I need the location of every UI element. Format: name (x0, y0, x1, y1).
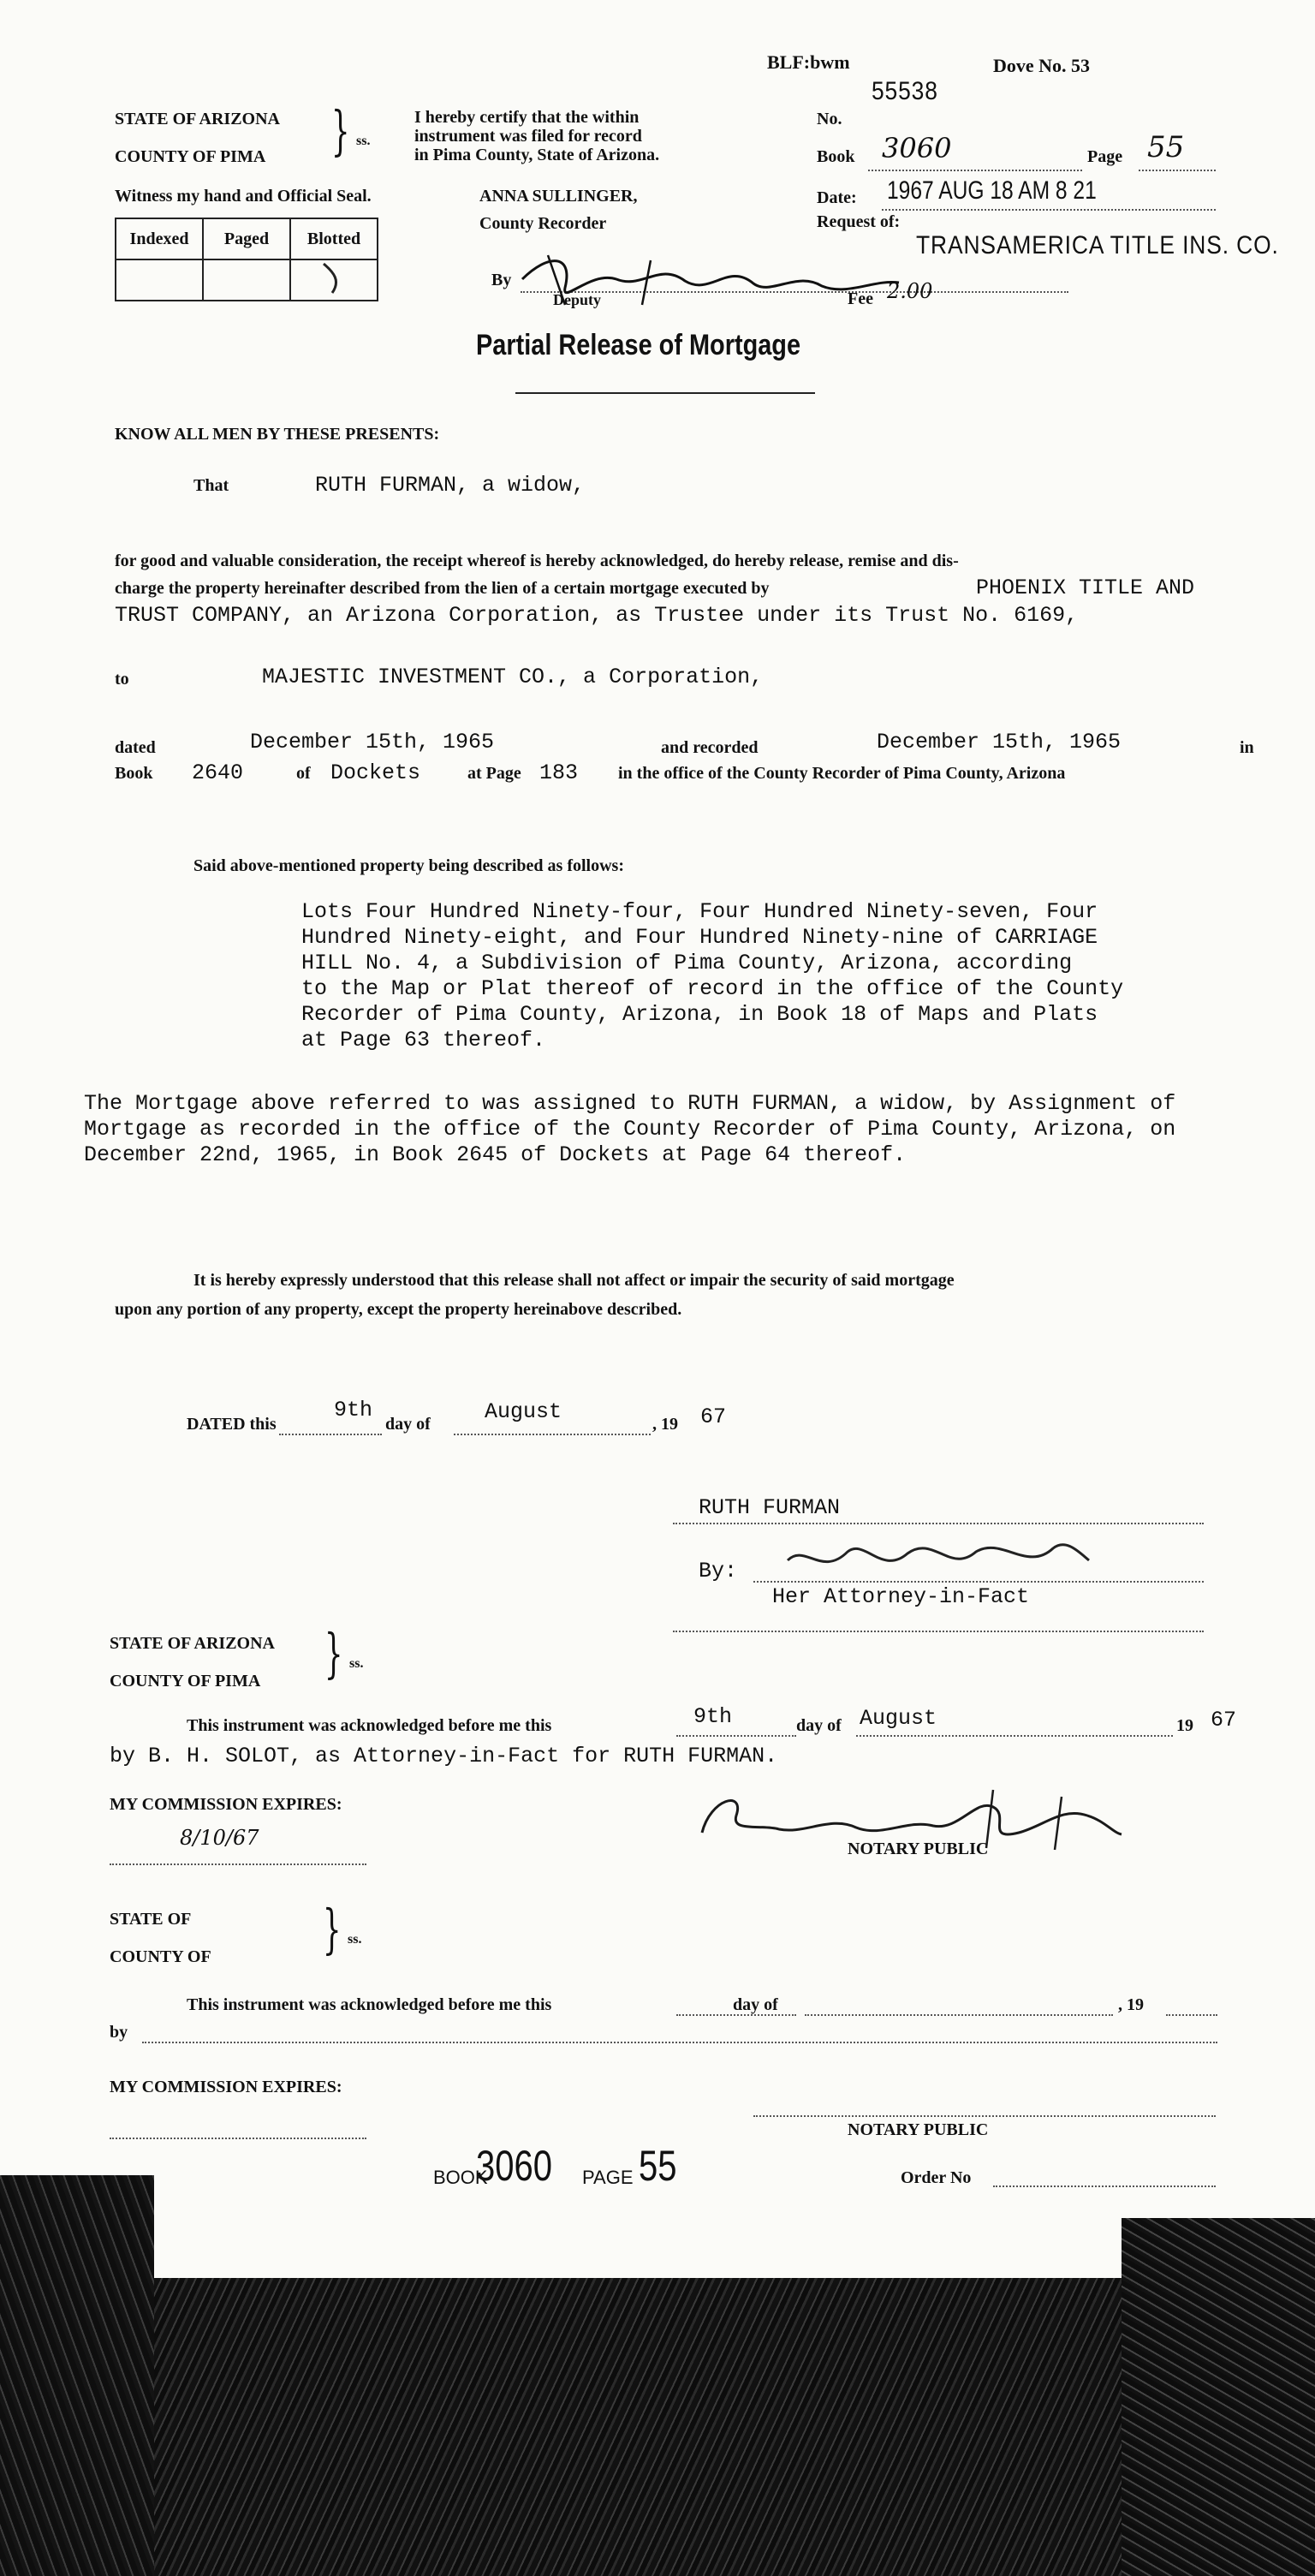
that-label: That (193, 476, 229, 495)
ack1-commission-line (110, 1863, 366, 1865)
document-title: Partial Release of Mortgage (476, 329, 801, 361)
docket-number: Dove No. 53 (993, 55, 1091, 76)
index-header-blotted: Blotted (290, 218, 378, 259)
understood-line-1: It is hereby expressly understood that this release shall not affect or impair the security of said mortgage (193, 1271, 955, 1290)
legal-line: Hundred Ninety-eight, and Four Hundred Ninety-nine of CARRIAGE (301, 925, 1098, 950)
signer-bottom-line (673, 1631, 1204, 1632)
in-label: in (1240, 738, 1254, 757)
ack2-notary-line (753, 2115, 1216, 2117)
order-no-label: Order No (901, 2168, 972, 2187)
ack2-ss: ss. (348, 1932, 362, 1947)
of-label: of (296, 764, 311, 783)
ack2-notary: NOTARY PUBLIC (848, 2120, 989, 2139)
ack1-line: This instrument was acknowledged before me this (187, 1716, 552, 1735)
ack2-year-prefix: , 19 (1118, 1995, 1144, 2014)
index-cell (116, 259, 203, 301)
header-brace: } (330, 99, 350, 162)
date-line (882, 209, 1216, 211)
ack2-commission-line (110, 2138, 366, 2139)
fee-label: Fee (848, 289, 873, 308)
fee-value: 2.00 (887, 279, 933, 303)
mortgagee-name: MAJESTIC INVESTMENT CO., a Corporation, (262, 665, 764, 689)
ack2-by: by (110, 2023, 128, 2042)
releasor-name: RUTH FURMAN, a widow, (315, 473, 586, 498)
check-mark-icon (317, 260, 351, 295)
header-ss: ss. (356, 134, 371, 148)
dated-year: 67 (700, 1404, 727, 1429)
ack2-line: This instrument was acknowledged before me this (187, 1995, 552, 2014)
title-rule (515, 392, 815, 394)
ack1-day: 9th (693, 1704, 733, 1729)
index-header-paged: Paged (203, 218, 290, 259)
ack2-month-line (805, 2014, 1113, 2016)
ack2-day-of: day of (733, 1995, 778, 2014)
dated-value: December 15th, 1965 (250, 730, 495, 754)
assignment-line: Mortgage as recorded in the office of the County Recorder of Pima County, Arizona, on (84, 1117, 1176, 1142)
said-above-text: Said above-mentioned property being described as follows: (193, 856, 624, 875)
book-line (868, 170, 1082, 171)
page-label: Page (1087, 147, 1123, 166)
certification-text (414, 108, 659, 164)
mortgagor-line-2: TRUST COMPANY, an Arizona Corporation, as Trustee under its Trust No. 6169, (115, 603, 1079, 628)
scan-edge-left (0, 2175, 154, 2576)
page-value: 55 (1147, 130, 1185, 164)
footer-book-label: BOOK (433, 2167, 488, 2188)
ack1-day-line (676, 1735, 796, 1737)
file-code: BLF:bwm (767, 51, 850, 73)
scan-edge-right (1122, 2218, 1315, 2576)
header-state: STATE OF ARIZONA (115, 110, 280, 128)
cert-line-2: instrument was filed for record (414, 127, 642, 146)
ack1-county: COUNTY OF PIMA (110, 1672, 261, 1690)
request-value: TRANSAMERICA TITLE INS. CO. (916, 231, 1279, 259)
ack1-state: STATE OF ARIZONA (110, 1634, 275, 1653)
office-text: in the office of the County Recorder of Pima County, Arizona (618, 764, 1066, 783)
index-header-indexed: Indexed (116, 218, 203, 259)
book-value-body: 2640 (192, 760, 244, 785)
recorded-label: and recorded (661, 738, 759, 757)
ack1-by-line: by B. H. SOLOT, as Attorney-in-Fact for RUTH FURMAN. (110, 1744, 778, 1768)
assignment-text (84, 1091, 1175, 1168)
attorney-signature-icon (771, 1526, 1096, 1586)
legal-line: HILL No. 4, a Subdivision of Pima County, Arizona, according (301, 951, 1073, 975)
attorney-line (753, 1581, 1204, 1583)
legal-line: to the Map or Plat thereof of record in the office of the County (301, 976, 1124, 1001)
index-cell (290, 259, 378, 301)
by-label: By (491, 271, 512, 289)
ack1-year: 67 (1211, 1708, 1237, 1732)
at-page-label: at Page (467, 764, 521, 783)
ack2-county: COUNTY OF (110, 1947, 211, 1966)
index-cell (203, 259, 290, 301)
order-no-line (993, 2185, 1216, 2187)
cert-line-1: I hereby certify that the within (414, 108, 640, 127)
signer-name: RUTH FURMAN (699, 1495, 841, 1520)
header-county: COUNTY OF PIMA (115, 147, 266, 166)
ack1-notary: NOTARY PUBLIC (848, 1840, 989, 1858)
request-label: Request of: (817, 212, 901, 231)
footer-page-value: 55 (639, 2142, 677, 2190)
scan-edge-bottom (0, 2227, 1315, 2576)
ack2-state: STATE OF (110, 1910, 192, 1929)
ack1-commission: MY COMMISSION EXPIRES: (110, 1795, 342, 1814)
ack1-commission-value: 8/10/67 (180, 1826, 259, 1850)
page-line (1139, 170, 1216, 171)
ack2-by-line (142, 2042, 1217, 2043)
dockets-text: Dockets (330, 760, 421, 785)
ack2-commission: MY COMMISSION EXPIRES: (110, 2078, 342, 2096)
legal-description (301, 899, 1123, 1053)
at-page-value: 183 (539, 760, 579, 785)
date-label: Date: (817, 188, 857, 207)
recorder-name: ANNA SULLINGER, (479, 187, 638, 206)
dated-month-line (454, 1434, 651, 1435)
legal-line: Recorder of Pima County, Arizona, in Book 18 of Maps and Plats (301, 1002, 1098, 1027)
recorder-title: County Recorder (479, 214, 607, 233)
understood-line-2: upon any portion of any property, except the property hereinabove described. (115, 1300, 682, 1319)
witness-text: Witness my hand and Official Seal. (115, 187, 372, 206)
consideration-line-1: for good and valuable consideration, the receipt whereof is hereby acknowledged, do hereby release, remise and dis- (115, 552, 959, 570)
consideration-line-2: charge the property hereinafter described from the lien of a certain mortgage executed by (115, 579, 770, 598)
ack1-ss: ss. (349, 1656, 364, 1671)
cert-line-3: in Pima County, State of Arizona. (414, 146, 660, 164)
no-label: No. (817, 110, 842, 128)
ack2-brace: } (322, 1898, 342, 1960)
ack2-year-line (1166, 2014, 1217, 2016)
footer-book-value: 3060 (476, 2142, 552, 2190)
ack1-year-prefix: 19 (1176, 1716, 1193, 1735)
assignment-line: The Mortgage above referred to was assigned to RUTH FURMAN, a widow, by Assignment of (84, 1091, 1176, 1116)
ack1-day-of: day of (796, 1716, 842, 1735)
page-bottom-strip (154, 2227, 1122, 2278)
footer-page-label: PAGE (582, 2167, 634, 2188)
dated-label: dated (115, 738, 156, 757)
signer-line (673, 1523, 1204, 1524)
book-label-body: Book (115, 764, 153, 783)
legal-line: Lots Four Hundred Ninety-four, Four Hundred Ninety-seven, Four (301, 899, 1098, 924)
ack1-month: August (860, 1706, 937, 1731)
assignment-line: December 22nd, 1965, in Book 2645 of Dockets at Page 64 thereof. (84, 1142, 907, 1167)
date-stamp: 1967 AUG 18 AM 8 21 (887, 176, 1097, 205)
signer-by-label: By: (699, 1559, 738, 1583)
dated-day-of: day of (385, 1415, 431, 1434)
instrument-number: 55538 (872, 77, 938, 105)
deputy-label: Deputy (553, 291, 602, 308)
recorded-value: December 15th, 1965 (877, 730, 1122, 754)
ack1-month-line (856, 1735, 1173, 1737)
dated-year-prefix: , 19 (652, 1415, 678, 1434)
mortgagor-line-1: PHOENIX TITLE AND (976, 575, 1195, 600)
dated-this-label: DATED this (187, 1415, 277, 1434)
to-label: to (115, 670, 129, 689)
index-table (115, 218, 378, 301)
know-all-text: KNOW ALL MEN BY THESE PRESENTS: (115, 425, 440, 444)
legal-line: at Page 63 thereof. (301, 1028, 546, 1052)
dated-month: August (485, 1399, 562, 1424)
book-label: Book (817, 147, 855, 166)
dated-day-line (279, 1434, 382, 1435)
book-value: 3060 (882, 132, 952, 164)
ack1-brace: } (324, 1622, 343, 1685)
dated-day: 9th (334, 1398, 373, 1422)
signer-role: Her Attorney-in-Fact (772, 1584, 1030, 1609)
